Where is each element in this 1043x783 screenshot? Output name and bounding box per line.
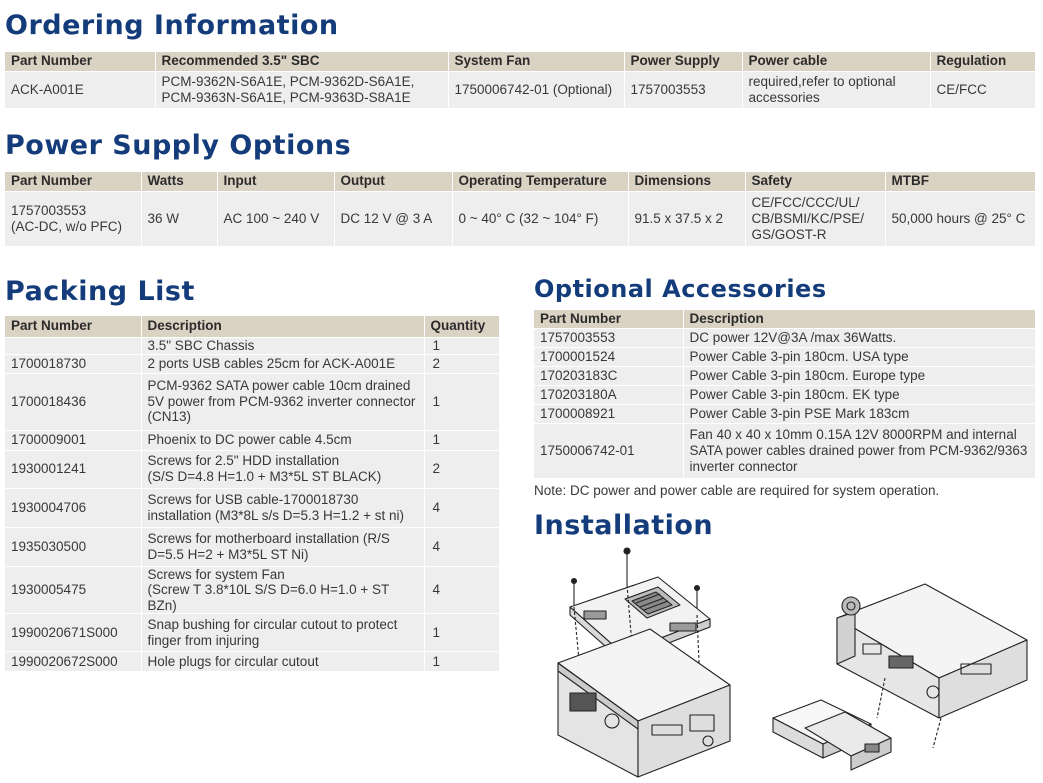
cell-line: SATA power cables drained power from PCM-9362/9363 bbox=[689, 442, 1028, 458]
cell bbox=[683, 423, 1035, 478]
cell-line: (AC-DC, w/o PFC) bbox=[11, 218, 122, 234]
table-row bbox=[5, 430, 499, 450]
power-header: Operating Temperature bbox=[452, 172, 628, 191]
accessories-heading: Optional Accessories bbox=[534, 275, 827, 303]
table-row bbox=[534, 328, 1035, 347]
ordering-header: System Fan bbox=[448, 52, 624, 71]
cell-line: Screws for 2.5" HDD installation bbox=[147, 453, 340, 469]
power-table bbox=[5, 172, 1035, 246]
cell-line: Screws for USB cable-1700018730 bbox=[147, 491, 359, 507]
ordering-header: Recommended 3.5" SBC bbox=[155, 52, 448, 71]
cell: 1 bbox=[424, 337, 499, 354]
ordering-table bbox=[5, 52, 1035, 108]
cell: 91.5 x 37.5 x 2 bbox=[628, 191, 745, 246]
chassis-open bbox=[837, 584, 1027, 718]
cell-line: PCM-9363N-S6A1E, PCM-9363D-S8A1E bbox=[161, 89, 411, 105]
cell: Phoenix to DC power cable 4.5cm bbox=[141, 430, 424, 450]
cell: 1750006742-01 bbox=[534, 423, 683, 478]
power-header: Output bbox=[334, 172, 452, 191]
cell: 1750006742-01 (Optional) bbox=[448, 71, 624, 108]
cell-line: accessories bbox=[748, 89, 820, 105]
power-header: MTBF bbox=[885, 172, 1035, 191]
cell: 1757003553 bbox=[534, 328, 683, 347]
ordering-header: Part Number bbox=[5, 52, 155, 71]
cell: 1757003553 bbox=[624, 71, 742, 108]
power-header: Safety bbox=[745, 172, 885, 191]
cell bbox=[742, 71, 930, 108]
cell-line: Screws for motherboard installation (R/S bbox=[147, 530, 390, 546]
cell-line: (CN13) bbox=[147, 409, 192, 425]
cell bbox=[5, 337, 141, 354]
table-row bbox=[5, 450, 499, 488]
power-supply-illustration bbox=[765, 568, 1040, 780]
table-row bbox=[534, 423, 1035, 478]
cell-line: 1757003553 bbox=[11, 203, 87, 219]
cell: 1930004706 bbox=[5, 488, 141, 527]
cell: 50,000 hours @ 25° C bbox=[885, 191, 1035, 246]
cell: 4 bbox=[424, 527, 499, 566]
ordering-heading: Ordering Information bbox=[5, 10, 339, 41]
table-row bbox=[5, 337, 499, 354]
power-header: Watts bbox=[141, 172, 217, 191]
cell: 1990020672S000 bbox=[5, 652, 141, 671]
cell bbox=[141, 566, 424, 614]
table-row bbox=[534, 404, 1035, 423]
table-row bbox=[5, 191, 1035, 246]
cell: Power Cable 3-pin 180cm. USA type bbox=[683, 347, 1035, 366]
packing-header: Part Number bbox=[5, 316, 141, 337]
cell: 2 bbox=[424, 354, 499, 373]
cell-line: inverter connector bbox=[689, 458, 798, 474]
cell: 1 bbox=[424, 614, 499, 652]
chassis-body bbox=[558, 629, 730, 777]
cell: 1700001524 bbox=[534, 347, 683, 366]
cell-line: 5V power from PCM-9362 inverter connector bbox=[147, 393, 416, 409]
cell-line: required,refer to optional bbox=[748, 74, 896, 90]
cell-line: Snap bushing for circular cutout to protect bbox=[147, 617, 398, 633]
cell: 4 bbox=[424, 566, 499, 614]
cell: 1700009001 bbox=[5, 430, 141, 450]
cell bbox=[745, 191, 885, 246]
table-row bbox=[534, 366, 1035, 385]
accessories-header: Description bbox=[683, 310, 1035, 328]
table-row bbox=[534, 385, 1035, 404]
table-row bbox=[5, 354, 499, 373]
cell: ACK-A001E bbox=[5, 71, 155, 108]
cell bbox=[141, 614, 424, 652]
cell-line: Fan 40 x 40 x 10mm 0.15A 12V 8000RPM and internal bbox=[689, 427, 1017, 443]
cell-line: installation (M3*8L s/s D=5.3 H=1.2 + st ni) bbox=[147, 507, 404, 523]
cell: 3.5" SBC Chassis bbox=[141, 337, 424, 354]
table-row bbox=[5, 652, 499, 671]
cell: AC 100 ~ 240 V bbox=[217, 191, 334, 246]
cell-line: (S/S D=4.8 H=1.0 + M3*5L ST BLACK) bbox=[147, 469, 382, 484]
cell bbox=[141, 373, 424, 430]
cell: 1 bbox=[424, 373, 499, 430]
cell: DC 12 V @ 3 A bbox=[334, 191, 452, 246]
cell bbox=[141, 488, 424, 527]
cell-line: D=5.5 H=2 + M3*5L ST Ni) bbox=[147, 546, 309, 562]
table-row bbox=[5, 71, 1035, 108]
cell bbox=[141, 527, 424, 566]
cell: Power Cable 3-pin PSE Mark 183cm bbox=[683, 404, 1035, 423]
cell: 36 W bbox=[141, 191, 217, 246]
cell-line: CE/FCC/CCC/UL/ bbox=[751, 195, 860, 211]
table-row bbox=[5, 373, 499, 430]
cell bbox=[155, 71, 448, 108]
cell bbox=[5, 191, 141, 246]
accessories-note: Note: DC power and power cable are required for system operation. bbox=[534, 483, 940, 498]
ordering-header: Regulation bbox=[930, 52, 1035, 71]
cell bbox=[141, 450, 424, 488]
cell: 1930005475 bbox=[5, 566, 141, 614]
chassis-assembly-illustration bbox=[540, 545, 790, 779]
cell: 0 ~ 40° C (32 ~ 104° F) bbox=[452, 191, 628, 246]
cell: 170203180A bbox=[534, 385, 683, 404]
cell: 4 bbox=[424, 488, 499, 527]
installation-heading: Installation bbox=[534, 510, 714, 541]
cell: Power Cable 3-pin 180cm. Europe type bbox=[683, 366, 1035, 385]
cell: 1935030500 bbox=[5, 527, 141, 566]
packing-table bbox=[5, 316, 499, 671]
power-header: Input bbox=[217, 172, 334, 191]
cell-line: CB/BSMI/KC/PSE/ bbox=[751, 210, 865, 226]
cell-line: PCM-9362N-S6A1E, PCM-9362D-S6A1E, bbox=[161, 74, 415, 90]
cell: 1700018436 bbox=[5, 373, 141, 430]
accessories-table bbox=[534, 310, 1035, 478]
packing-header: Description bbox=[141, 316, 424, 337]
cell: 2 ports USB cables 25cm for ACK-A001E bbox=[141, 354, 424, 373]
cell: 1990020671S000 bbox=[5, 614, 141, 652]
ordering-header: Power Supply bbox=[624, 52, 742, 71]
cell-line: Screws for system Fan bbox=[147, 566, 285, 582]
cell: 2 bbox=[424, 450, 499, 488]
table-row bbox=[5, 527, 499, 566]
cell: Power Cable 3-pin 180cm. EK type bbox=[683, 385, 1035, 404]
accessories-header: Part Number bbox=[534, 310, 683, 328]
cell: 1 bbox=[424, 430, 499, 450]
packing-header: Quantity bbox=[424, 316, 499, 337]
cell: CE/FCC bbox=[930, 71, 1035, 108]
table-row bbox=[5, 488, 499, 527]
cell: Hole plugs for circular cutout bbox=[141, 652, 424, 671]
cell-line: PCM-9362 SATA power cable 10cm drained bbox=[147, 378, 411, 394]
cell: DC power 12V@3A /max 36Watts. bbox=[683, 328, 1035, 347]
table-row bbox=[5, 566, 499, 614]
cell: 1700008921 bbox=[534, 404, 683, 423]
power-header: Part Number bbox=[5, 172, 141, 191]
power-heading: Power Supply Options bbox=[5, 130, 352, 161]
ordering-header: Power cable bbox=[742, 52, 930, 71]
cell: 1930001241 bbox=[5, 450, 141, 488]
packing-heading: Packing List bbox=[5, 276, 195, 307]
cell-line: finger from injuring bbox=[147, 632, 260, 648]
cell-line: GS/GOST-R bbox=[751, 226, 827, 242]
psu-module bbox=[773, 700, 891, 770]
table-row bbox=[5, 614, 499, 652]
cell: 170203183C bbox=[534, 366, 683, 385]
cell: 1 bbox=[424, 652, 499, 671]
cell-line: (Screw T 3.8*10L S/S D=6.0 H=1.0 + ST BZn) bbox=[147, 582, 390, 613]
cell: 1700018730 bbox=[5, 354, 141, 373]
table-row bbox=[534, 347, 1035, 366]
power-header: Dimensions bbox=[628, 172, 745, 191]
